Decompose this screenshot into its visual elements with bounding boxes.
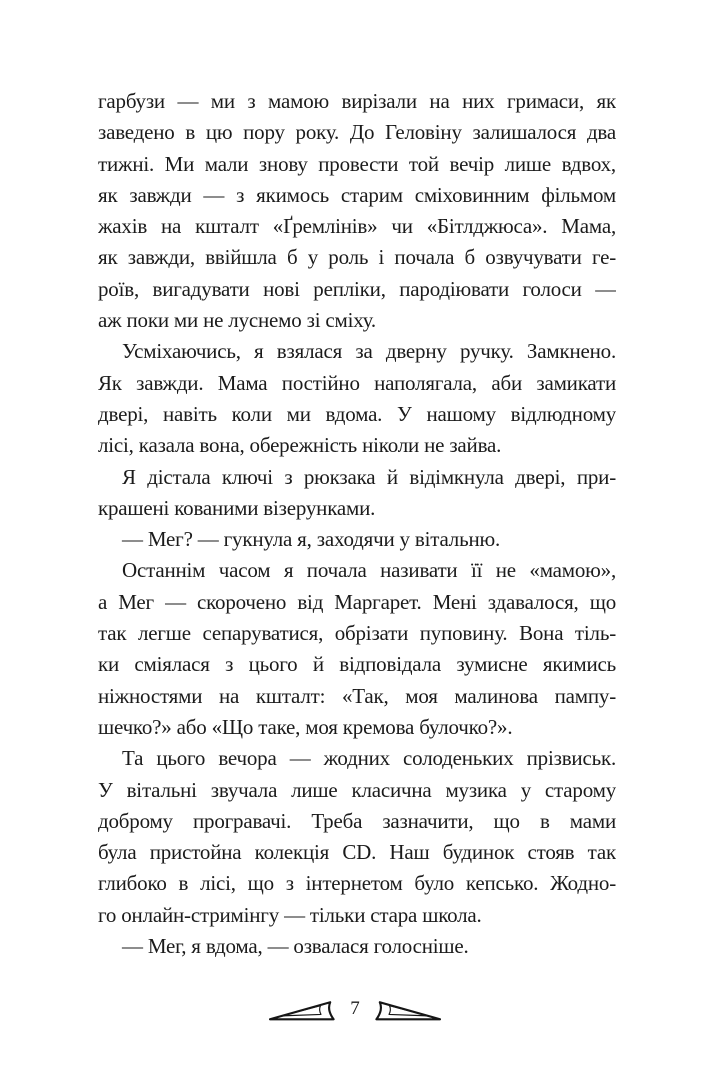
text-line: крашені кованими візерунками. — [98, 495, 376, 520]
text-line: роїв, вигадувати нові репліки, пародіювати голоси — — [98, 276, 616, 301]
wing-flourish-right-icon — [373, 999, 441, 1023]
text-line: лісі, казала вона, обережність ніколи не зайва. — [98, 433, 502, 458]
paragraph — [98, 86, 616, 336]
text-line: а Мег — скорочено від Маргарет. Мені здавалося, що — [98, 589, 616, 614]
text-line: жахів на кшталт «Ґремлінів» чи «Бітлджюса». Мама, — [98, 214, 616, 239]
paragraph — [98, 555, 616, 743]
paragraph — [98, 524, 616, 555]
text-line: ніжностями на кшталт: «Так, моя малинова пампу- — [98, 683, 616, 708]
paragraph — [98, 931, 616, 962]
text-line: так легше сепаруватися, обрізати пуповину. Вона тіль- — [98, 621, 616, 646]
text-line: шечко?» або «Що таке, моя кремова булочко?». — [98, 714, 513, 739]
paragraph — [98, 462, 616, 525]
page-number: 7 — [350, 998, 360, 1019]
text-line: ки сміялася з цього й відповідала зумисне якимись — [98, 652, 616, 677]
text-line: — Мег, я вдома, — озвалася голосніше. — [122, 934, 469, 959]
wing-flourish-left-icon — [269, 999, 337, 1023]
text-line: доброму програвачі. Треба зазначити, що в мами — [98, 808, 616, 833]
text-line: Останнім часом я почала називати її не «мамою», — [122, 558, 616, 583]
page-footer — [0, 999, 710, 1023]
text-line: гарбузи — ми з мамою вирізали на них гримаси, як — [98, 89, 616, 113]
text-line: глибоко в лісі, що з інтернетом було кепсько. Жодно- — [98, 871, 616, 896]
text-line: тижні. Ми мали знову провести той вечір лише вдвох, — [98, 151, 616, 176]
text-line: була пристойна колекція CD. Наш будинок стояв так — [98, 840, 616, 865]
text-line: Я дістала ключі з рюкзака й відімкнула двері, при- — [122, 464, 616, 489]
text-line: як завжди, ввійшла б у роль і почала б озвучувати ге- — [98, 245, 616, 270]
paragraph — [98, 743, 616, 931]
text-line: заведено в цю пору року. До Геловіну залишалося два — [98, 120, 616, 145]
text-line: аж поки ми не луснемо зі сміху. — [98, 308, 376, 333]
paragraph — [98, 336, 616, 461]
text-line: двері, навіть коли ми вдома. У нашому відлюдному — [98, 401, 616, 426]
text-line: У вітальні звучала лише класична музика у старому — [98, 777, 616, 802]
text-line: Як завжди. Мама постійно наполягала, аби замикати — [98, 370, 616, 395]
text-line: — Мег? — гукнула я, заходячи у вітальню. — [122, 527, 501, 552]
text-line: го онлайн-стримінгу — тільки стара школа. — [98, 902, 482, 927]
text-line: Та цього вечора — жодних солоденьких прізвиськ. — [122, 746, 616, 771]
text-line: як завжди — з якимось старим сміховинним фільмом — [98, 182, 616, 207]
text-line: Усміхаючись, я взялася за дверну ручку. Замкнено. — [122, 339, 616, 364]
body-text — [98, 86, 616, 962]
